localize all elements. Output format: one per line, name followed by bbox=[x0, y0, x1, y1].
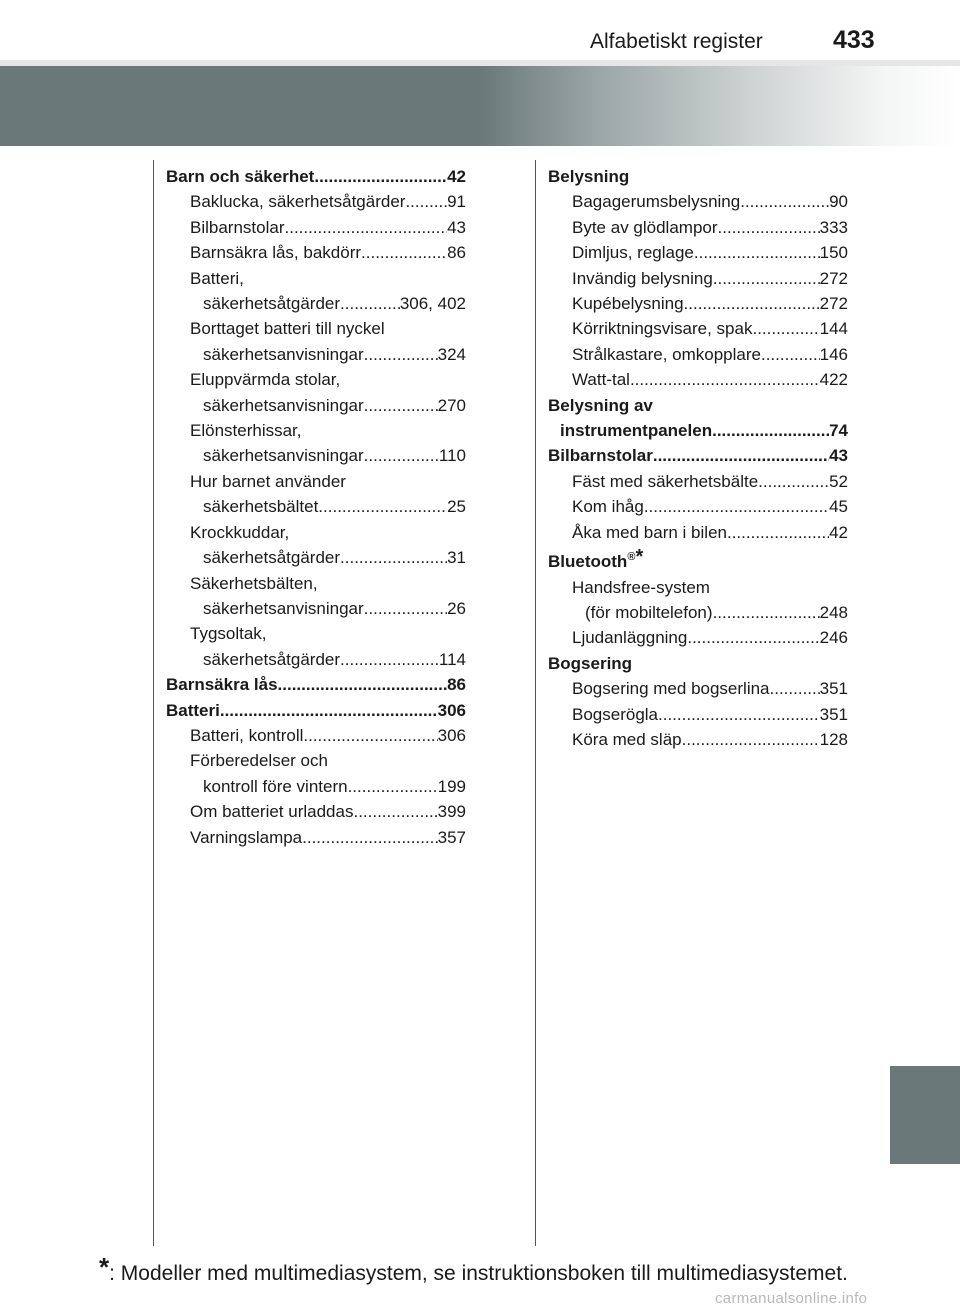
index-entry: säkerhetsåtgärder ..... 31 bbox=[166, 545, 466, 570]
index-entry: Fäst med säkerhetsbälte ..... 52 bbox=[548, 469, 848, 494]
index-entry: Köra med släp ..... 128 bbox=[548, 727, 848, 752]
index-entry-label: Förberedelser och bbox=[190, 751, 328, 771]
index-entry: Körriktningsvisare, spak ..... 144 bbox=[548, 316, 848, 341]
index-entry: Barnsäkra lås, bakdörr ..... 86 bbox=[166, 240, 466, 265]
asterisk-icon: * bbox=[635, 546, 644, 569]
index-entry: Dimljus, reglage ..... 150 bbox=[548, 240, 848, 265]
chapter-tab bbox=[890, 1066, 960, 1164]
index-entry: Varningslampa ..... 357 bbox=[166, 825, 466, 850]
index-entry: Byte av glödlampor ..... 333 bbox=[548, 215, 848, 240]
index-entry: säkerhetsanvisningar ..... 324 bbox=[166, 342, 466, 367]
header-banner bbox=[0, 66, 960, 146]
index-entry: säkerhetsanvisningar ..... 26 bbox=[166, 596, 466, 621]
index-entry: Batteri, kontroll ..... 306 bbox=[166, 723, 466, 748]
column-divider-left bbox=[153, 160, 154, 1246]
index-column-right bbox=[548, 164, 848, 752]
index-entry: säkerhetsanvisningar ..... 110 bbox=[166, 443, 466, 468]
index-entry: Invändig belysning ..... 272 bbox=[548, 266, 848, 291]
index-entry-label: Borttaget batteri till nyckel bbox=[190, 319, 385, 339]
column-divider-middle bbox=[535, 160, 536, 1246]
index-entry: säkerhetsanvisningar ..... 270 bbox=[166, 393, 466, 418]
index-entry-label: Elönsterhissar, bbox=[190, 421, 302, 441]
index-entry: Ljudanläggning ..... 246 bbox=[548, 625, 848, 650]
index-entry: säkerhetsåtgärder ..... 306, 402 bbox=[166, 291, 466, 316]
index-entry-label: Handsfree-system bbox=[572, 577, 710, 597]
index-entry-label: Hur barnet använder bbox=[190, 471, 346, 491]
index-entry: Åka med barn i bilen ..... 42 bbox=[548, 520, 848, 545]
index-entry: säkerhetsbältet ..... 25 bbox=[166, 494, 466, 519]
index-entry: Baklucka, säkerhetsåtgärder ..... 91 bbox=[166, 189, 466, 214]
index-entry-label: Tygsoltak, bbox=[190, 624, 267, 644]
index-column-left bbox=[166, 164, 466, 850]
index-entry-label: Eluppvärmda stolar, bbox=[190, 370, 341, 390]
index-entry: Om batteriet urladdas ..... 399 bbox=[166, 799, 466, 824]
index-entry: Bogserögla ..... 351 bbox=[548, 702, 848, 727]
index-heading: Belysning av bbox=[548, 395, 653, 415]
index-entry: Bilbarnstolar ..... 43 bbox=[548, 443, 848, 468]
footnote bbox=[99, 1252, 848, 1286]
top-header-area bbox=[0, 0, 960, 60]
index-entry: instrumentpanelen ..... 74 bbox=[548, 418, 848, 443]
index-entry: Barn och säkerhet ..... 42 bbox=[166, 164, 466, 189]
index-entry: Bogsering med bogserlina ..... 351 bbox=[548, 676, 848, 701]
index-entry: Batteri ..... 306 bbox=[166, 698, 466, 723]
index-entry: Kupébelysning ..... 272 bbox=[548, 291, 848, 316]
index-entry: Bagagerumsbelysning ..... 90 bbox=[548, 189, 848, 214]
index-heading: Belysning bbox=[548, 167, 630, 186]
index-entry-label: Krockkuddar, bbox=[190, 522, 290, 542]
index-heading: Bluetooth®* bbox=[548, 546, 644, 572]
asterisk-icon: * bbox=[99, 1252, 110, 1282]
index-entry: Watt-tal ..... 422 bbox=[548, 367, 848, 392]
index-entry: Bilbarnstolar ..... 43 bbox=[166, 215, 466, 240]
footnote-text: : Modeller med multimediasystem, se instruktionsboken till multimediasystemet. bbox=[109, 1262, 848, 1285]
index-heading: Bogsering bbox=[548, 653, 633, 673]
index-entry: Strålkastare, omkopplare ..... 146 bbox=[548, 342, 848, 367]
index-entry: Barnsäkra lås ..... 86 bbox=[166, 672, 466, 697]
index-entry: säkerhetsåtgärder ..... 114 bbox=[166, 647, 466, 672]
index-entry: kontroll före vintern ..... 199 bbox=[166, 774, 466, 799]
section-title: Alfabetiskt register bbox=[590, 30, 763, 53]
index-entry: (för mobiltelefon) ..... 248 bbox=[548, 600, 848, 625]
index-entry-label: Batteri, bbox=[190, 268, 244, 288]
watermark: carmanualsonline.info bbox=[715, 1290, 868, 1307]
index-entry-label: Säkerhetsbälten, bbox=[190, 573, 318, 593]
page-number: 433 bbox=[833, 26, 875, 54]
registered-mark: ® bbox=[627, 551, 636, 564]
index-entry: Kom ihåg ..... 45 bbox=[548, 494, 848, 519]
